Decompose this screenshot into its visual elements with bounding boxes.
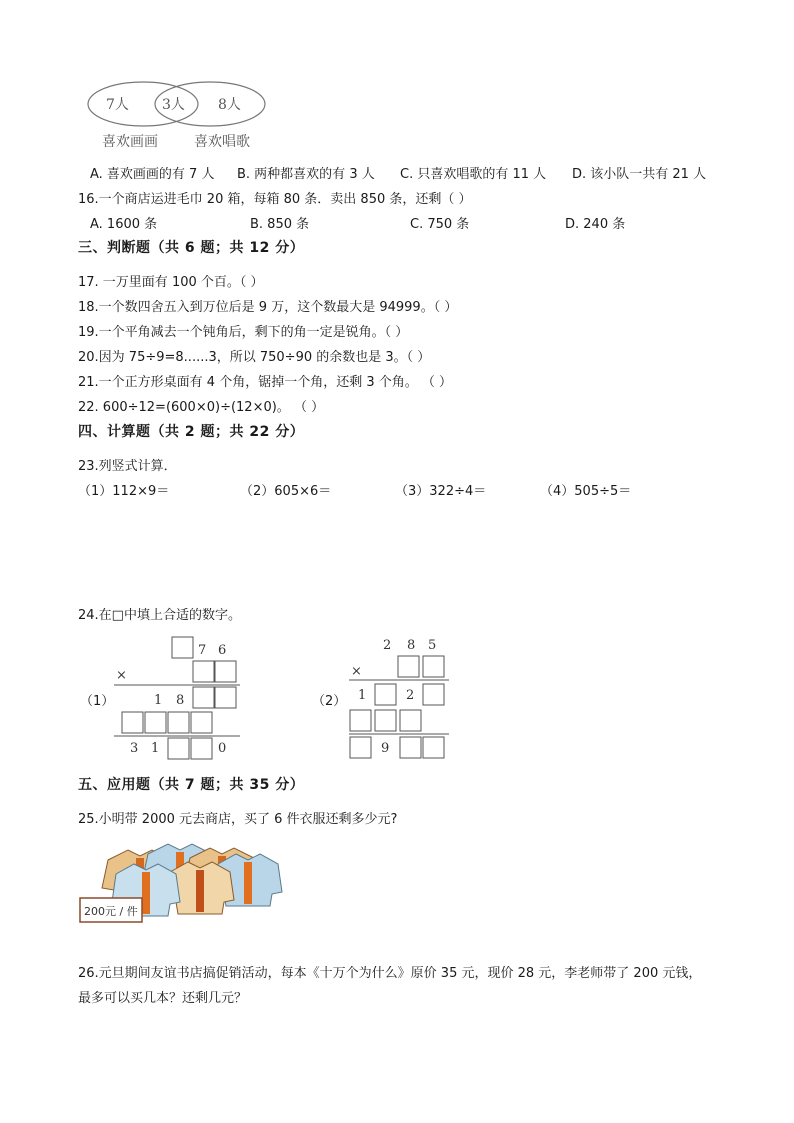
blank-box[interactable]: [122, 712, 143, 733]
p1-top-digit: 7: [198, 643, 207, 658]
p1-result-digit: 3: [130, 741, 139, 756]
blank-box[interactable]: [375, 684, 396, 705]
q24-p2-vertical-multiplication: [343, 633, 458, 763]
blank-box[interactable]: [215, 661, 236, 682]
blank-box[interactable]: [168, 712, 189, 733]
q24-p2-label: （2）: [312, 694, 347, 709]
p2-top-digit: 8: [407, 638, 416, 653]
q24-p1-label: （1）: [80, 694, 115, 709]
q19: 19.一个平角减去一个钝角后，剩下的角一定是锐角。（ ）: [78, 325, 409, 340]
p2-top-digit: 5: [428, 638, 437, 653]
blank-box[interactable]: [350, 710, 371, 731]
blank-box[interactable]: [423, 684, 444, 705]
blank-box[interactable]: [423, 737, 444, 758]
blank-box[interactable]: [168, 738, 189, 759]
blank-box[interactable]: [423, 656, 444, 677]
q16-option-d: D. 240 条: [565, 217, 626, 232]
q21: 21.一个正方形桌面有 4 个角，锯掉一个角，还剩 3 个角。 （ ）: [78, 375, 453, 390]
q16-option-c: C. 750 条: [410, 217, 470, 232]
venn-left-count: 7人: [106, 97, 129, 113]
venn-right-count: 8人: [218, 97, 241, 113]
q23-question: 23.列竖式计算．: [78, 459, 177, 474]
q23-item-2: （2）605×6＝: [240, 484, 332, 499]
q24-question: 24.在□中填上合适的数字。: [78, 608, 241, 623]
venn-middle-count: 3人: [162, 97, 185, 113]
q15-option-d: D. 该小队一共有 21 人: [572, 167, 707, 182]
p1-top-digit: 6: [218, 643, 227, 658]
blank-box[interactable]: [191, 738, 212, 759]
venn-right-label: 喜欢唱歌: [194, 134, 250, 150]
blank-box[interactable]: [398, 656, 419, 677]
q15-option-b: B. 两种都喜欢的有 3 人: [237, 167, 375, 182]
q26-question-line2: 最多可以买几本？还剩几元？: [78, 991, 248, 1006]
section5-title: 五、应用题（共 7 题；共 35 分）: [78, 777, 305, 793]
blank-box[interactable]: [400, 737, 421, 758]
q23-item-4: （4）505÷5＝: [540, 484, 632, 499]
p2-top-digit: 2: [383, 638, 392, 653]
q23-item-1: （1）112×9＝: [78, 484, 170, 499]
q22: 22. 600÷12=(600×0)÷(12×0)。 （ ）: [78, 400, 325, 415]
blank-box[interactable]: [145, 712, 166, 733]
times-sign: ×: [351, 664, 362, 679]
q24-p1-vertical-multiplication: [110, 633, 250, 763]
p1-row3-digit: 1: [154, 693, 163, 708]
price-tag-text: 200元 / 件: [84, 905, 138, 918]
q16-option-a: A. 1600 条: [90, 217, 158, 232]
p2-row3-digit: 1: [358, 688, 367, 703]
blank-box[interactable]: [350, 737, 371, 758]
blank-box[interactable]: [400, 710, 421, 731]
p2-row3-digit: 2: [406, 688, 415, 703]
p2-result-digit: 9: [381, 741, 390, 756]
p1-result-digit: 1: [151, 741, 160, 756]
q16-option-b: B. 850 条: [250, 217, 310, 232]
q17: 17. 一万里面有 100 个百。（ ）: [78, 275, 264, 290]
times-sign: ×: [116, 668, 127, 683]
q26-question-line1: 26.元旦期间友谊书店搞促销活动，每本《十万个为什么》原价 35 元，现价 28 元，李老师带了 200 元钱，: [78, 966, 702, 981]
venn-diagram: [80, 78, 280, 158]
p1-result-digit: 0: [218, 741, 227, 756]
q25-question: 25.小明带 2000 元去商店，买了 6 件衣服还剩多少元?: [78, 812, 398, 827]
section3-title: 三、判断题（共 6 题；共 12 分）: [78, 240, 305, 256]
section4-title: 四、计算题（共 2 题；共 22 分）: [78, 424, 305, 440]
blank-box[interactable]: [193, 687, 214, 708]
q23-item-3: （3）322÷4＝: [395, 484, 487, 499]
blank-box[interactable]: [215, 687, 236, 708]
jackets-illustration: [78, 840, 283, 930]
q18: 18.一个数四舍五入到万位后是 9 万，这个数最大是 94999。（ ）: [78, 300, 458, 315]
q16-question: 16.一个商店运进毛巾 20 箱，每箱 80 条．卖出 850 条，还剩（ ）: [78, 192, 472, 207]
blank-box[interactable]: [172, 637, 193, 658]
q20: 20.因为 75÷9=8......3，所以 750÷90 的余数也是 3。（ ）: [78, 350, 431, 365]
blank-box[interactable]: [375, 710, 396, 731]
blank-box[interactable]: [191, 712, 212, 733]
blank-box[interactable]: [193, 661, 214, 682]
q15-option-a: A. 喜欢画画的有 7 人: [90, 167, 215, 182]
p1-row3-digit: 8: [176, 693, 185, 708]
q15-option-c: C. 只喜欢唱歌的有 11 人: [400, 167, 547, 182]
venn-left-label: 喜欢画画: [102, 134, 158, 150]
